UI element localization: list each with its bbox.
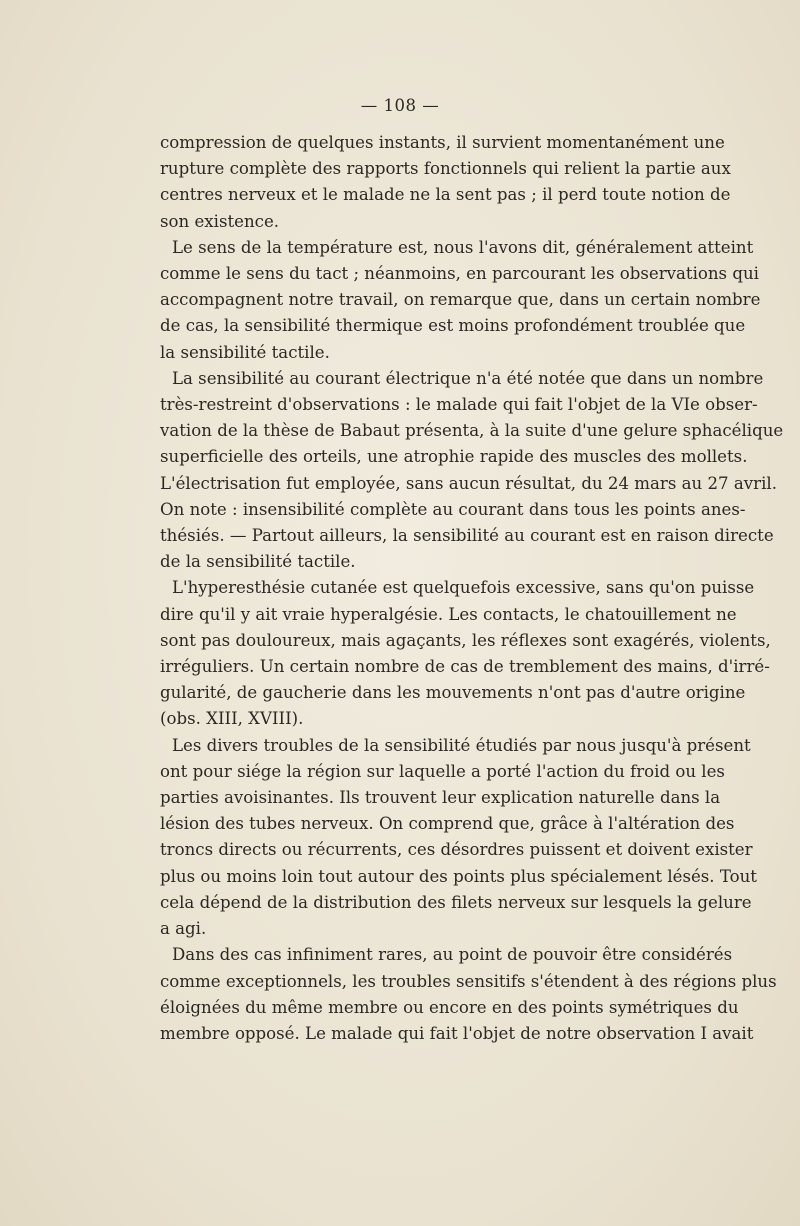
- text-line: On note : insensibilité complète au courant dans tous les points anes-: [160, 499, 746, 519]
- text-line: vation de la thèse de Babaut présenta, à la suite d'une gelure sphacélique: [160, 421, 784, 441]
- paragraph: [160, 942, 777, 1047]
- text-line: éloignées du même membre ou encore en des points symétriques du: [160, 997, 739, 1017]
- text-line: de la sensibilité tactile.: [160, 552, 356, 572]
- paragraph: [160, 130, 731, 235]
- text-line: accompagnent notre travail, on remarque que, dans un certain nombre: [160, 290, 761, 310]
- text-line: parties avoisinantes. Ils trouvent leur explication naturelle dans la: [160, 788, 721, 808]
- text-line: (obs. XIII, XVIII).: [160, 709, 304, 729]
- text-line: comme exceptionnels, les troubles sensitifs s'étendent à des régions plus: [160, 971, 777, 991]
- text-line: lésion des tubes nerveux. On comprend que, grâce à l'altération des: [160, 814, 735, 834]
- text-line: La sensibilité au courant électrique n'a été notée que dans un nombre: [172, 368, 764, 388]
- text-line: comme le sens du tact ; néanmoins, en parcourant les observations qui: [160, 264, 759, 284]
- paragraph: [160, 235, 761, 366]
- text-line: gularité, de gaucherie dans les mouvements n'ont pas d'autre origine: [160, 683, 746, 703]
- text-line: de cas, la sensibilité thermique est moins profondément troublée que: [160, 316, 746, 336]
- text-line: ont pour siége la région sur laquelle a porté l'action du froid ou les: [160, 761, 725, 781]
- text-line: compression de quelques instants, il survient momentanément une: [160, 133, 725, 152]
- text-line: membre opposé. Le malade qui fait l'objet de notre observation I avait: [160, 1023, 754, 1043]
- paragraph: [160, 575, 771, 732]
- text-line: rupture complète des rapports fonctionnels qui relient la partie aux: [160, 159, 731, 179]
- text-line: superficielle des orteils, une atrophie rapide des muscles des mollets.: [160, 447, 748, 467]
- text-line: thésiés. — Partout ailleurs, la sensibilité au courant est en raison directe: [160, 526, 774, 546]
- text-line: Dans des cas infiniment rares, au point de pouvoir être considérés: [172, 945, 733, 965]
- page-number: — 108 —: [360, 96, 440, 115]
- text-line: Les divers troubles de la sensibilité étudiés par nous jusqu'à présent: [172, 735, 751, 755]
- text-line: cela dépend de la distribution des filets nerveux sur lesquels la gelure: [160, 892, 752, 912]
- text-line: L'électrisation fut employée, sans aucun résultat, du 24 mars au 27 avril.: [160, 473, 777, 493]
- body-text: [160, 130, 784, 1047]
- text-line: L'hyperesthésie cutanée est quelquefois excessive, sans qu'on puisse: [172, 578, 755, 598]
- text-line: la sensibilité tactile.: [160, 342, 330, 362]
- text-line: irréguliers. Un certain nombre de cas de tremblement des mains, d'irré-: [160, 657, 770, 677]
- paragraph: [160, 366, 784, 576]
- text-line: Le sens de la température est, nous l'avons dit, généralement atteint: [172, 237, 754, 257]
- text-line: dire qu'il y ait vraie hyperalgésie. Les contacts, le chatouillement ne: [160, 604, 737, 624]
- text-line: centres nerveux et le malade ne la sent pas ; il perd toute notion de: [160, 185, 731, 205]
- text-line: a agi.: [160, 919, 207, 939]
- text-line: troncs directs ou récurrents, ces désordres puissent et doivent exister: [160, 840, 753, 860]
- paragraph: [160, 733, 757, 943]
- text-line: plus ou moins loin tout autour des points plus spécialement lésés. Tout: [160, 866, 757, 886]
- text-line: très-restreint d'observations : le malade qui fait l'objet de la VIe obser-: [160, 395, 758, 415]
- text-line: son existence.: [160, 211, 280, 231]
- text-line: sont pas douloureux, mais agaçants, les réflexes sont exagérés, violents,: [160, 630, 771, 650]
